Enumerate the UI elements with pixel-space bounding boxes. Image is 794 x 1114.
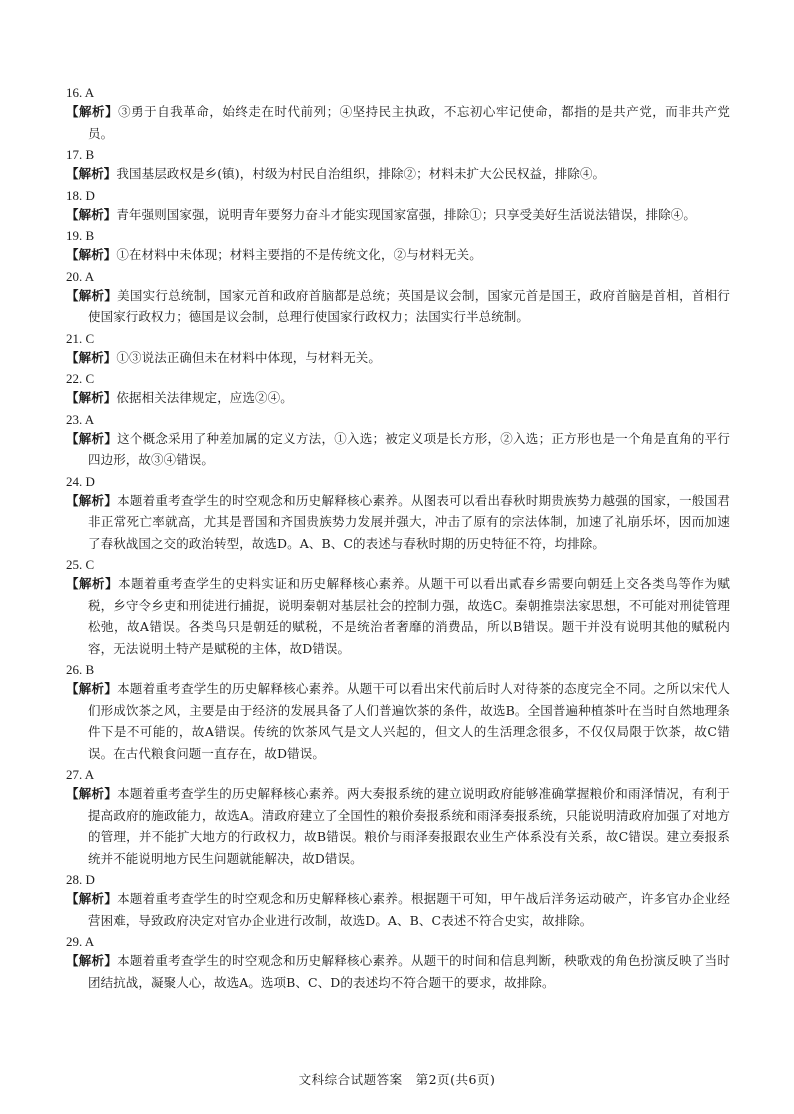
answer-item [66,933,730,993]
explanation-text: 这个概念采用了种差加属的定义方法，①入选；被定义项是长方形，②入选；正方形也是一个角是直角的平行四边形，故③④错误。 [88,430,730,467]
explanation-label: 【解析】 [66,891,118,906]
answer-item [66,556,730,659]
explanation [66,678,730,764]
answer-item [66,411,730,471]
answer-item [66,871,730,931]
explanation [66,428,730,471]
answer-item [66,473,730,555]
explanation-text: 本题着重考查学生的时空观念和历史解释核心素养。从题干的时间和信息判断，秧歌戏的角色扮演反映了当时团结抗战，凝聚人心，故选A。选项B、C、D的表述均不符合题干的要求，故排除。 [88,953,730,990]
explanation [66,244,730,266]
answer-item [66,661,730,764]
explanation [66,783,730,869]
answer-number: 20. A [66,268,95,284]
answer-number: 16. A [66,85,95,100]
answer-item [66,146,730,185]
answer-number: 19. B [66,228,95,243]
explanation [66,163,730,185]
answer-number: 29. A [66,934,95,949]
answer-item [66,227,730,266]
explanation [66,888,730,931]
page-footer: 文科综合试题答案 第2页(共6页) [298,1072,496,1087]
explanation-text: 依据相关法律规定，应选②④。 [116,390,293,405]
explanation-text: ③勇于自我革命，始终走在时代前列；④坚持民主执政，不忘初心牢记使命，都指的是共产党，而非共产党员。 [88,104,731,141]
answer-item [66,766,730,869]
explanation-label: 【解析】 [66,430,118,446]
answer-item [66,187,730,226]
answer-list [66,84,730,993]
explanation [66,204,730,226]
explanation-text: 本题着重考查学生的史料实证和历史解释核心素养。从题干可以看出貳春乡需要向朝廷上交各类鸟等作为赋税，乡守令乡吏和刑徒进行捕捉，说明秦朝对基层社会的控制力强，故选C。秦朝推崇法家思想，不可能对刑徒管理松弛，故A错误。各类鸟只是朝廷的赋税，不是统治者奢靡的消费品，所以B错误。题干并没有说明其他的赋税内容，无法说明土特产是赋税的主体，故D错误。 [88,576,731,656]
answer-item [66,330,730,369]
explanation-label: 【解析】 [66,206,117,222]
explanation-label: 【解析】 [66,104,119,119]
explanation-text: 本题着重考查学生的时空观念和历史解释核心素养。从图表可以看出春秋时期贵族势力越强的国家，一般国君非正常死亡率就高，尤其是晋国和齐国贵族势力发展并强大，冲击了原有的宗法体制，加速了礼崩乐坏，因而加速了春秋战国之交的政治转型，故选D。A、B、C的表述与春秋时期的历史特征不符，均排除。 [88,492,730,551]
explanation-label: 【解析】 [66,492,118,508]
explanation-label: 【解析】 [66,247,117,262]
explanation [66,347,730,369]
explanation [66,285,730,328]
explanation [66,387,730,409]
answer-number: 26. B [66,662,95,677]
explanation [66,573,730,659]
explanation-text: 本题着重考查学生的时空观念和历史解释核心素养。根据题干可知，甲午战后洋务运动破产，许多官办企业经营困难，导致政府决定对官办企业进行改制，故选D。A、B、C表述不符合史实，故排除。 [88,891,730,928]
explanation [66,490,730,555]
answer-number: 22. C [66,371,95,386]
explanation-label: 【解析】 [66,681,118,696]
explanation-text: 本题着重考查学生的历史解释核心素养。两大奏报系统的建立说明政府能够准确掌握粮价和雨泽情况，有利于提高政府的施政能力，故选A。清政府建立了全国性的粮价奏报系统和雨泽奏报系统，只能说明清政府加强了对地方的管理，并不能扩大地方的行政权力，故B错误。粮价与雨泽奏报跟农业生产体系没有关系，故C错误。建立奏报系统并不能说明地方民生问题就能解决，故D错误。 [88,786,730,866]
explanation-label: 【解析】 [66,349,117,365]
answer-item [66,84,730,144]
explanation-label: 【解析】 [66,953,118,968]
explanation-label: 【解析】 [66,786,118,801]
explanation-text: 美国实行总统制，国家元首和政府首脑都是总统；英国是议会制，国家元首是国王，政府首脑是首相，首相行使国家行政权力；德国是议会制，总理行使国家行政权力；法国实行半总统制。 [88,287,730,324]
answer-number: 18. D [66,187,95,203]
answer-number: 23. A [66,411,95,427]
explanation-text: ①在材料中未体现；材料主要指的不是传统文化，②与材料无关。 [116,247,482,262]
explanation-text: ①③说法正确但未在材料中体现，与材料无关。 [116,349,382,365]
answer-number: 24. D [66,473,95,489]
explanation-text: 我国基层政权是乡(镇)，村级为村民自治组织，排除②；材料未扩大公民权益，排除④。 [116,166,606,181]
explanation-label: 【解析】 [66,287,118,303]
answer-item [66,370,730,409]
explanation-label: 【解析】 [66,390,117,405]
answer-item [66,268,730,328]
answer-number: 28. D [66,872,95,887]
answer-number: 27. A [66,767,95,782]
answer-number: 25. C [66,557,95,572]
answer-number: 17. B [66,147,95,162]
explanation-label: 【解析】 [66,576,119,591]
explanation-label: 【解析】 [66,166,117,181]
explanation-text: 本题着重考查学生的历史解释核心素养。从题干可以看出宋代前后时人对待茶的态度完全不同。之所以宋代人们形成饮茶之风，主要是由于经济的发展具备了人们普遍饮茶的条件，故选B。全国普遍种植茶叶在当时自然地理条件下是不可能的，故A错误。传统的饮茶风气是文人兴起的，但文人的生活理念很多，不仅仅局限于饮茶，故C错误。在古代粮食问题一直存在，故D错误。 [88,681,730,761]
answer-number: 21. C [66,330,95,346]
explanation [66,101,730,144]
explanation [66,950,730,993]
explanation-text: 青年强则国家强，说明青年要努力奋斗才能实现国家富强，排除①；只享受美好生活说法错误，排除④。 [116,206,697,222]
